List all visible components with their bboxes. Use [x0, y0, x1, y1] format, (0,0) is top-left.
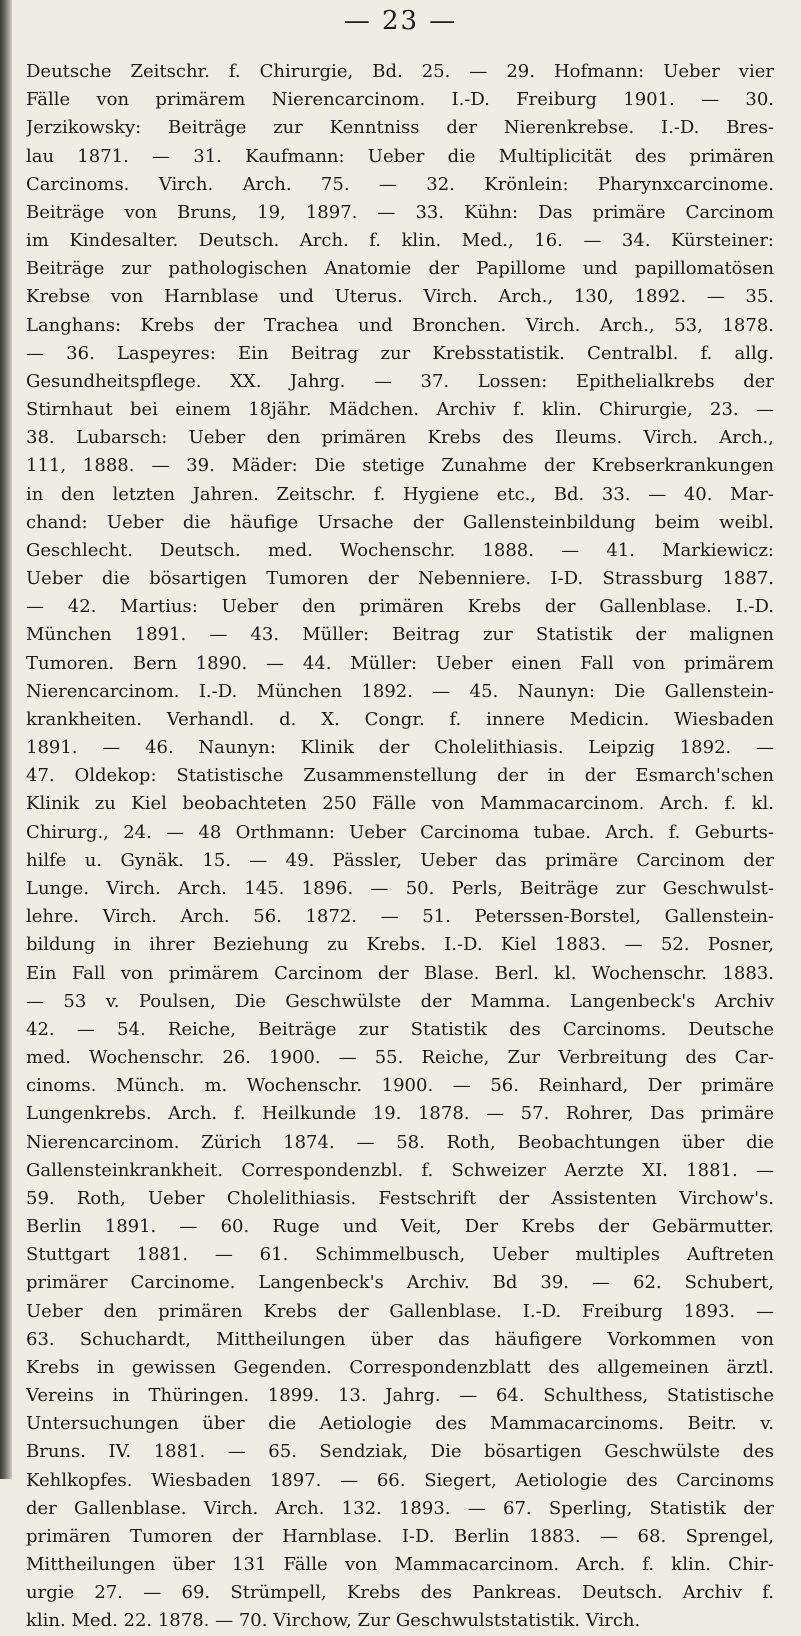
text-line: bildung in ihrer Beziehung zu Krebs. I.-D. Kiel 1883. — 52. Posner, [26, 934, 774, 956]
text-line: Fälle von primärem Nierencarcinom. I.-D. Freiburg 1901. — 30. [26, 89, 774, 111]
text-line: urgie 27. — 69. Strümpell, Krebs des Pankreas. Deutsch. Archiv f. [26, 1582, 774, 1604]
text-line: krankheiten. Verhandl. d. X. Congr. f. innere Medicin. Wiesbaden [26, 708, 774, 730]
page-number: — 23 — [343, 6, 458, 36]
text-line: 47. Oldekop: Statistische Zusammenstellung der in der Esmarch'schen [26, 765, 774, 787]
text-line: Lungenkrebs. Arch. f. Heilkunde 19. 1878. — 57. Rohrer, Das primäre [26, 1103, 774, 1125]
text-line: Vereins in Thüringen. 1899. 13. Jahrg. — 64. Schulthess, Statistische [26, 1385, 774, 1407]
text-line: Deutsche Zeitschr. f. Chirurgie, Bd. 25. — 29. Hofmann: Ueber vier [26, 61, 774, 82]
text-line: med. Wochenschr. 26. 1900. — 55. Reiche, Zur Verbreitung des Car- [26, 1047, 774, 1069]
text-line: Krebs in gewissen Gegenden. Correspondenzblatt des allgemeinen ärztl. [26, 1356, 774, 1378]
text-line: 63. Schuchardt, Mittheilungen über das häufigere Vorkommen von [26, 1328, 774, 1350]
text-line: Berlin 1891. — 60. Ruge und Veit, Der Krebs der Gebärmutter. [26, 1216, 774, 1238]
text-line: primären Tumoren der Harnblase. I-D. Berlin 1883. — 68. Sprengel, [26, 1525, 774, 1547]
text-line: — 53 v. Poulsen, Die Geschwülste der Mamma. Langenbeck's Archiv [26, 990, 774, 1012]
text-line: München 1891. — 43. Müller: Beitrag zur Statistik der malignen [26, 624, 774, 646]
text-line: Mittheilungen über 131 Fälle von Mammacarcinom. Arch. f. klin. Chir- [26, 1554, 774, 1576]
text-line: Tumoren. Bern 1890. — 44. Müller: Ueber einen Fall von primärem [26, 652, 774, 674]
text-line: Geschlecht. Deutsch. med. Wochenschr. 1888. — 41. Markiewicz: [26, 539, 774, 561]
text-line: cinoms. Münch. m. Wochenschr. 1900. — 56. Reinhard, Der primäre [26, 1075, 774, 1097]
text-line: 38. Lubarsch: Ueber den primären Krebs des Ileums. Virch. Arch., [26, 427, 774, 449]
text-line: im Kindesalter. Deutsch. Arch. f. klin. Med., 16. — 34. Kürsteiner: [26, 230, 774, 252]
text-line: Gallensteinkrankheit. Correspondenzbl. f. Schweizer Aerzte XI. 1881. — [26, 1159, 774, 1181]
text-line: 1891. — 46. Naunyn: Klinik der Cholelithiasis. Leipzig 1892. — [26, 737, 774, 759]
scan-edge-shadow [0, 0, 12, 1479]
text-line: Gesundheitspflege. XX. Jahrg. — 37. Lossen: Epithelialkrebs der [26, 370, 774, 392]
text-line: Beiträge von Bruns, 19, 1897. — 33. Kühn: Das primäre Carcinom [26, 201, 774, 223]
text-line: lau 1871. — 31. Kaufmann: Ueber die Multiplicität des primären [26, 145, 774, 167]
text-line: in den letzten Jahren. Zeitschr. f. Hygiene etc., Bd. 33. — 40. Mar- [26, 483, 774, 505]
text-line: — 36. Laspeyres: Ein Beitrag zur Krebsstatistik. Centralbl. f. allg. [26, 342, 774, 364]
text-line: Ueber die bösartigen Tumoren der Nebenniere. I-D. Strassburg 1887. [26, 568, 774, 590]
text-line: Ueber den primären Krebs der Gallenblase. I.-D. Freiburg 1893. — [26, 1300, 774, 1322]
text-line: Langhans: Krebs der Trachea und Bronchen. Virch. Arch., 53, 1878. [26, 314, 774, 336]
text-line: Jerzikowsky: Beiträge zur Kenntniss der Nierenkrebse. I.-D. Bres- [26, 117, 774, 139]
text-line: Stirnhaut bei einem 18jähr. Mädchen. Archiv f. klin. Chirurgie, 23. — [26, 399, 774, 421]
text-line: Klinik zu Kiel beobachteten 250 Fälle von Mammacarcinom. Arch. f. kl. [26, 793, 774, 815]
text-line: chand: Ueber die häufige Ursache der Gallensteinbildung beim weibl. [26, 511, 774, 533]
text-line: primärer Carcinome. Langenbeck's Archiv. Bd 39. — 62. Schubert, [26, 1272, 774, 1294]
text-line: Stuttgart 1881. — 61. Schimmelbusch, Ueber multiples Auftreten [26, 1244, 774, 1266]
text-line: Ein Fall von primärem Carcinom der Blase. Berl. kl. Wochenschr. 1883. [26, 962, 774, 984]
text-line: Kehlkopfes. Wiesbaden 1897. — 66. Siegert, Aetiologie des Carcinoms [26, 1469, 774, 1491]
text-line: 42. — 54. Reiche, Beiträge zur Statistik des Carcinoms. Deutsche [26, 1018, 774, 1040]
text-line: Untersuchungen über die Aetiologie des Mammacarcinoms. Beitr. v. [26, 1413, 774, 1435]
text-line: Nierencarcinom. I.-D. München 1892. — 45. Naunyn: Die Gallenstein- [26, 680, 774, 702]
text-line: — 42. Martius: Ueber den primären Krebs der Gallenblase. I.-D. [26, 596, 774, 618]
text-line: Nierencarcinom. Zürich 1874. — 58. Roth, Beobachtungen über die [26, 1131, 774, 1153]
text-line: 59. Roth, Ueber Cholelithiasis. Festschrift der Assistenten Virchow's. [26, 1187, 774, 1209]
text-line: Bruns. IV. 1881. — 65. Sendziak, Die bösartigen Geschwülste des [26, 1441, 774, 1463]
text-line: Beiträge zur pathologischen Anatomie der Papillome und papillomatösen [26, 258, 774, 280]
text-line: lehre. Virch. Arch. 56. 1872. — 51. Peterssen-Borstel, Gallenstein- [26, 906, 774, 928]
text-line: 111, 1888. — 39. Mäder: Die stetige Zunahme der Krebserkrankungen [26, 455, 774, 477]
text-line: Chirurg., 24. — 48 Orthmann: Ueber Carcinoma tubae. Arch. f. Geburts- [26, 821, 774, 843]
text-line: Lunge. Virch. Arch. 145. 1896. — 50. Perls, Beiträge zur Geschwulst- [26, 877, 774, 899]
bibliography-text [26, 58, 774, 1636]
text-line: hilfe u. Gynäk. 15. — 49. Pässler, Ueber das primäre Carcinom der [26, 849, 774, 871]
text-line: klin. Med. 22. 1878. — 70. Virchow, Zur Geschwulststatistik. Virch. [26, 1610, 641, 1632]
text-line: der Gallenblase. Virch. Arch. 132. 1893. — 67. Sperling, Statistik der [26, 1497, 774, 1519]
text-line: Carcinoms. Virch. Arch. 75. — 32. Krönlein: Pharynxcarcinome. [26, 173, 774, 195]
text-line: Krebse von Harnblase und Uterus. Virch. Arch., 130, 1892. — 35. [26, 286, 774, 308]
